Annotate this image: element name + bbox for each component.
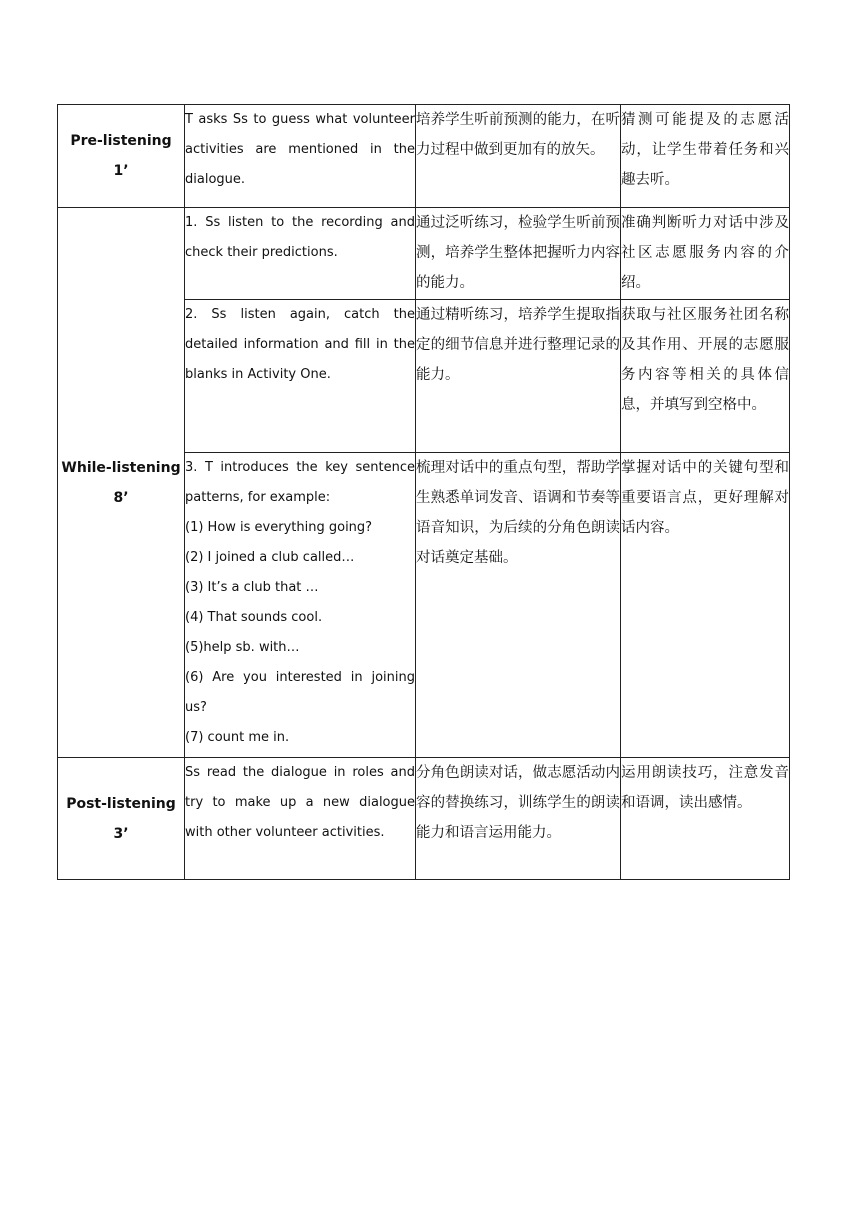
purpose-cell: 分角色朗读对话，做志愿活动内容的替换练习，训练学生的朗读能力和语言运用能力。 — [416, 758, 621, 880]
stage-name: Pre-listening — [70, 133, 172, 149]
goal-cell: 猜测可能提及的志愿活动，让学生带着任务和兴趣去听。 — [621, 105, 790, 208]
table-row — [58, 208, 790, 300]
pattern-item: (5)help sb. with… — [185, 640, 300, 655]
activity-intro: 3. T introduces the key sentence patterns, for example: — [185, 460, 415, 505]
pattern-item: (6) Are you interested in joining us? — [185, 670, 415, 715]
pattern-item: (3) It’s a club that … — [185, 580, 319, 595]
activity-cell: 1. Ss listen to the recording and check their predictions. — [185, 208, 416, 300]
purpose-cell: 通过泛听练习，检验学生听前预测，培养学生整体把握听力内容的能力。 — [416, 208, 621, 300]
goal-cell: 运用朗读技巧，注意发音和语调，读出感情。 — [621, 758, 790, 880]
table-row — [58, 105, 790, 208]
stage-time: 8’ — [113, 489, 129, 506]
activity-cell: Ss read the dialogue in roles and try to make up a new dialogue with other volunteer activities. — [185, 758, 416, 880]
stage-cell — [58, 758, 185, 880]
goal-cell: 准确判断听力对话中涉及社区志愿服务内容的介绍。 — [621, 208, 790, 300]
stage-cell — [58, 105, 185, 208]
pattern-item: (4) That sounds cool. — [185, 610, 323, 625]
stage-time: 1’ — [113, 163, 129, 179]
pattern-item: (1) How is everything going? — [185, 520, 373, 535]
goal-cell: 获取与社区服务社团名称及其作用、开展的志愿服务内容等相关的具体信息，并填写到空格中。 — [621, 300, 790, 453]
activity-cell: 2. Ss listen again, catch the detailed information and fill in the blanks in Activity One. — [185, 300, 416, 453]
stage-time: 3’ — [113, 825, 129, 842]
stage-cell — [58, 208, 185, 758]
goal-cell: 掌握对话中的关键句型和重要语言点，更好理解对话内容。 — [621, 453, 790, 758]
lesson-plan-table — [57, 104, 790, 880]
activity-cell — [185, 453, 416, 758]
purpose-cell: 通过精听练习，培养学生提取指定的细节信息并进行整理记录的能力。 — [416, 300, 621, 453]
table-row — [58, 758, 790, 880]
stage-name: While-listening — [61, 459, 181, 476]
purpose-cell: 梳理对话中的重点句型，帮助学生熟悉单词发音、语调和节奏等语音知识，为后续的分角色朗读对话奠定基础。 — [416, 453, 621, 758]
activity-cell: T asks Ss to guess what volunteer activities are mentioned in the dialogue. — [185, 105, 416, 208]
pattern-item: (2) I joined a club called… — [185, 550, 355, 565]
pattern-item: (7) count me in. — [185, 730, 290, 745]
purpose-cell: 培养学生听前预测的能力，在听力过程中做到更加有的放矢。 — [416, 105, 621, 208]
stage-name: Post-listening — [66, 795, 176, 812]
